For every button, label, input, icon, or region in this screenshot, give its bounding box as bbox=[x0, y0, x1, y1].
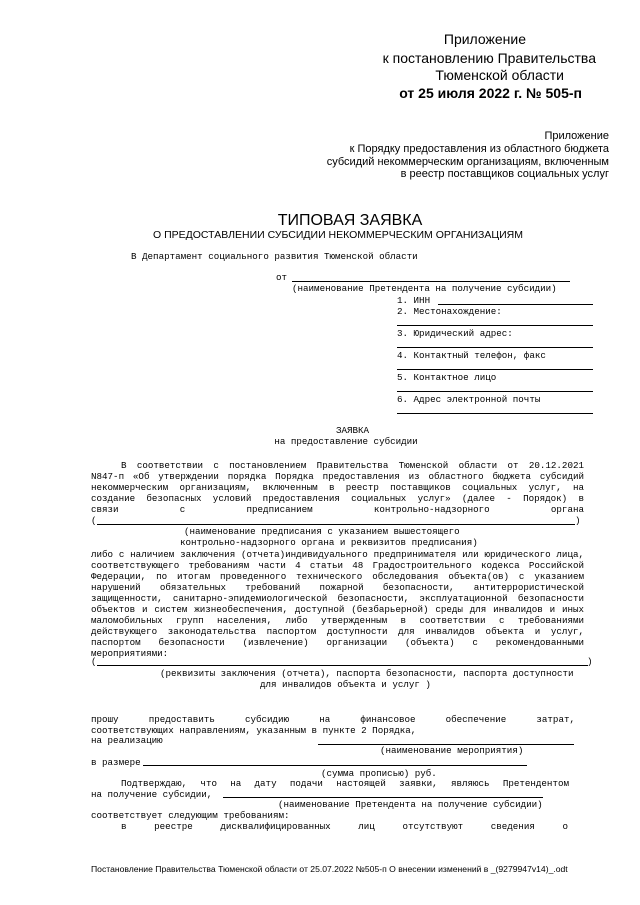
phone-label: 4. Контактный телефон, факс bbox=[397, 350, 546, 361]
location-field[interactable] bbox=[397, 325, 593, 326]
subheader-appendix-label: Приложение bbox=[544, 130, 609, 142]
para2-line: Федерации, по итогам проведенного технического обследования объекта(ов) с указанием bbox=[91, 571, 584, 582]
conclusion-open-paren: ( bbox=[91, 656, 97, 667]
header-decree-ref: к постановлению Правительства bbox=[382, 50, 596, 66]
inn-label: 1. ИНН bbox=[397, 295, 431, 306]
contact-person-label: 5. Контактное лицо bbox=[397, 372, 497, 383]
para2-line: соответствующего требованиям части 4 статьи 48 Градостроительного кодекса Российской bbox=[91, 560, 584, 571]
header-decree-date: от 25 июля 2022 г. № 505-п bbox=[399, 85, 582, 101]
confirm-hint: (наименование Претендента на получение субсидии) bbox=[278, 799, 543, 810]
conclusion-close-paren: ) bbox=[587, 656, 593, 667]
prescription-hint: контрольно-надзорного органа и реквизитов предписания) bbox=[180, 537, 478, 548]
location-label: 2. Местонахождение: bbox=[397, 306, 502, 317]
subheader-subsidies: субсидий некоммерческим организациям, включенным bbox=[326, 156, 609, 168]
email-field[interactable] bbox=[397, 413, 593, 414]
addressee: В Департамент социального развития Тюменской области bbox=[131, 251, 418, 262]
para1-line: В соответствии с постановлением Правительства Тюменской области от 20.12.2021 bbox=[121, 460, 584, 471]
inn-field[interactable] bbox=[438, 304, 593, 305]
para1-line: N847-п «Об утверждении порядка Порядка предоставления из областного бюджета субсидий bbox=[91, 471, 584, 482]
applicant-name-field[interactable] bbox=[292, 281, 570, 282]
amount-label: в размере bbox=[91, 757, 141, 768]
para2-line: мероприятиями: bbox=[91, 648, 169, 659]
confirm-requirements: соответствует следующим требованиям: bbox=[91, 810, 290, 821]
para2-line: защищенности, санитарно-эпидемиологической безопасности, эксплуатационной безопасности bbox=[91, 593, 584, 604]
confirm-label: на получение субсидии, bbox=[91, 789, 213, 800]
legal-address-field[interactable] bbox=[397, 347, 593, 348]
para2-line: маломобильных групп населения, либо утвержденным в соответствии с требованиями bbox=[91, 615, 584, 626]
from-label: от bbox=[276, 272, 288, 283]
subheader-registry: в реестр поставщиков социальных услуг bbox=[400, 168, 609, 180]
email-label: 6. Адрес электронной почты bbox=[397, 394, 541, 405]
para1-line: некоммерческим организациям, включенным в реестр поставщиков социальных услуг, на bbox=[91, 482, 584, 493]
para1-line: связи с предписанием контрольно-надзорного органа bbox=[91, 504, 584, 515]
request-title: ЗАЯВКА bbox=[335, 425, 370, 436]
confirm-line: Подтверждаю, что на дату подачи настоящей заявки, являюсь Претендентом bbox=[121, 778, 569, 789]
header-region: Тюменской области bbox=[435, 67, 564, 83]
header-appendix-label: Приложение bbox=[443, 31, 526, 47]
last-line: в реестре дисквалифицированных лиц отсутствуют сведения о bbox=[121, 821, 568, 832]
request-subtitle: на предоставление субсидии bbox=[274, 436, 418, 447]
para2-line: либо с наличием заключения (отчета)индивидуального предпринимателя или юридического лица, bbox=[91, 549, 584, 560]
prescription-hint: (наименование предписания с указанием вышестоящего bbox=[184, 526, 460, 537]
para2-line: паспортом безопасности (извлечение) организации (объекта) с рекомендованными bbox=[91, 637, 584, 648]
form-subtitle: О ПРЕДОСТАВЛЕНИИ СУБСИДИИ НЕКОММЕРЧЕСКИМ ОРГАНИЗАЦИЯМ bbox=[153, 229, 523, 241]
subheader-order-ref: к Порядку предоставления из областного бюджета bbox=[349, 143, 609, 155]
amount-field[interactable] bbox=[143, 765, 527, 766]
para1-line: создание безопасных условий предоставления социальных услуг» (далее - Порядок) в bbox=[91, 493, 584, 504]
para2-line: действующего законодательства паспортом доступности для инвалидов объекта и услуг, bbox=[91, 626, 584, 637]
conclusion-field[interactable] bbox=[97, 665, 588, 666]
prescription-field[interactable] bbox=[97, 524, 575, 525]
conclusion-hint: (реквизиты заключения (отчета), паспорта безопасности, паспорта доступности bbox=[160, 668, 574, 679]
page-footer: Постановление Правительства Тюменской области от 25.07.2022 №505-п О внесении изменений в _(9279947v14)_.odt bbox=[91, 864, 568, 874]
para2-line: нарушений обязательных требований пожарной безопасности, антитеррористической bbox=[91, 582, 584, 593]
phone-field[interactable] bbox=[397, 369, 593, 370]
prescription-close-paren: ) bbox=[575, 515, 581, 526]
para3-line: прошу предоставить субсидию на финансовое обеспечение затрат, bbox=[91, 714, 575, 725]
para3-line: соответствующих направлениям, указанным в пункте 2 Порядка, bbox=[91, 725, 417, 736]
form-title: ТИПОВАЯ ЗАЯВКА bbox=[277, 212, 423, 229]
conclusion-hint: для инвалидов объекта и услуг ) bbox=[260, 679, 431, 690]
amount-hint: (сумма прописью) руб. bbox=[321, 768, 437, 779]
para2-line: объектов и систем жизнеобеспечения, доступной (безбарьерной) среды для инвалидов и иных bbox=[91, 604, 584, 615]
contact-person-field[interactable] bbox=[397, 391, 593, 392]
confirm-applicant-field[interactable] bbox=[223, 797, 543, 798]
realization-label: на реализацию bbox=[91, 735, 163, 746]
prescription-open-paren: ( bbox=[91, 515, 97, 526]
applicant-name-hint: (наименование Претендента на получение субсидии) bbox=[292, 283, 557, 294]
legal-address-label: 3. Юридический адрес: bbox=[397, 328, 513, 339]
realization-hint: (наименование мероприятия) bbox=[380, 745, 524, 756]
